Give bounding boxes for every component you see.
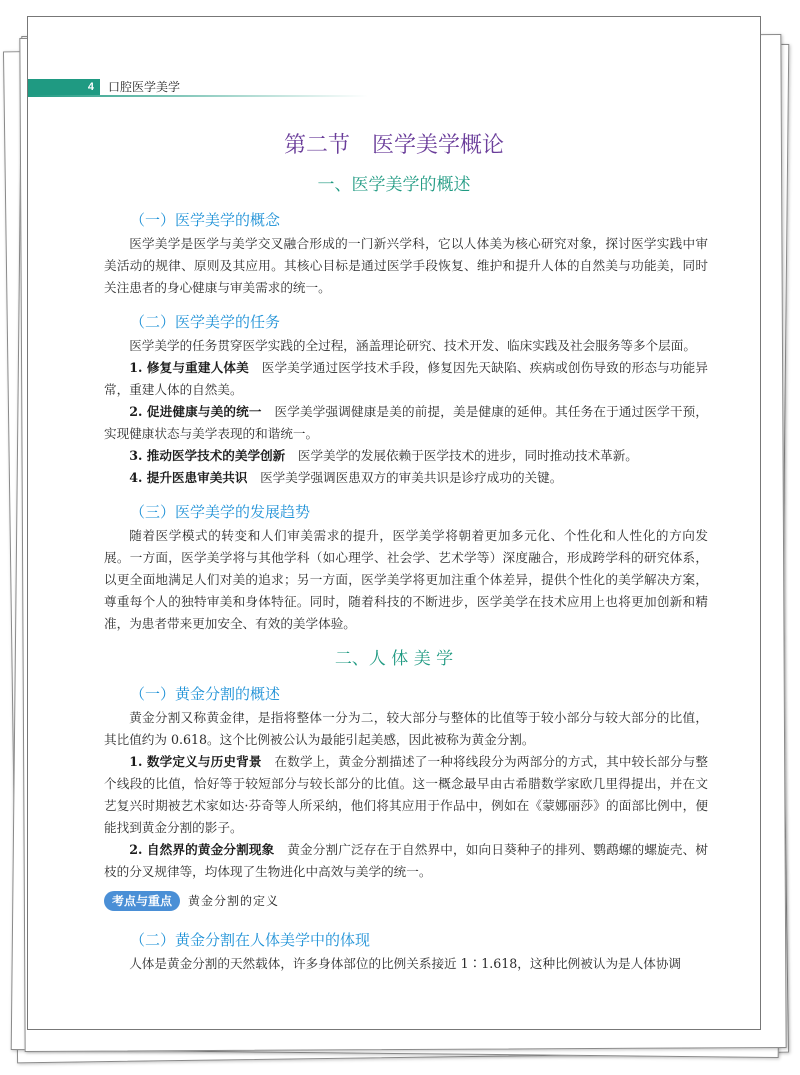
header-rule (28, 95, 368, 97)
key-point-text: 黄金分割的定义 (188, 894, 280, 908)
item-label: 2. 促进健康与美的统一 (129, 404, 262, 419)
s3-heading: （三）医学美学的发展趋势 (130, 503, 311, 521)
item-label: 1. 修复与重建人体美 (129, 360, 249, 375)
book-page (27, 16, 761, 1030)
item-text: 医学美学强调医患双方的审美共识是诊疗成功的关键。 (260, 470, 563, 485)
s1-body (104, 233, 708, 299)
s3-body (104, 525, 708, 635)
item-label: 4. 提升医患审美共识 (129, 470, 248, 485)
running-header (28, 79, 408, 97)
item-label: 3. 推动医学技术的美学创新 (129, 448, 286, 463)
item-label: 1. 数学定义与历史背景 (129, 754, 262, 769)
key-point-badge: 考点与重点 (104, 891, 180, 911)
paragraph: 随着医学模式的转变和人们审美需求的提升，医学美学将朝着更加多元化、个性化和人性化的方向发展。一方面，医学美学将与其他学科（如心理学、社会学、艺术学等）深度融合，形成跨学科的研究体系，以更全面地满足人们对美的追求；另一方面，医学美学将更加注重个体差异，提供个性化的美学解决方案，尊重每个人的独特审美和身体特征。同时，随着科技的不断进步，医学美学在技术应用上也将更加创新和精准，为患者带来更加安全、有效的美学体验。 (104, 528, 708, 631)
key-point (104, 891, 760, 911)
paragraph: 人体是黄金分割的天然载体，许多身体部位的比例关系接近 1∶1.618，这种比例被认为是人体协调 (129, 956, 682, 971)
item-label: 2. 自然界的黄金分割现象 (129, 842, 275, 857)
p2s2-body (104, 953, 708, 975)
paragraph: 医学美学是医学与美学交叉融合形成的一门新兴学科，它以人体美为核心研究对象，探讨医学实践中审美活动的规律、原则及其应用。其核心目标是通过医学手段恢复、维护和提升人体的自然美与功能美，同时关注患者的身心健康与审美需求的统一。 (104, 236, 708, 295)
s1-heading: （一）医学美学的概念 (130, 211, 281, 229)
paragraph: 医学美学的任务贯穿医学实践的全过程，涵盖理论研究、技术开发、临床实践及社会服务等多个层面。 (129, 338, 696, 353)
book-title: 口腔医学美学 (108, 80, 181, 94)
list-item (104, 751, 708, 839)
section-title: 第二节 医学美学概论 (283, 133, 504, 158)
s2-heading: （二）医学美学的任务 (130, 313, 281, 331)
list-item (104, 445, 708, 467)
p2s2-heading: （二）黄金分割在人体美学中的体现 (130, 931, 371, 949)
list-item (104, 357, 708, 401)
item-text: 在数学上，黄金分割描述了一种将线段分为两部分的方式，其中较长部分与整个线段的比值，恰好等于较短部分与较长部分的比值。这一概念最早由古希腊数学家欧几里得提出，并在文艺复兴时期被艺术家如达·芬奇等人所采纳，他们将其应用于作品中，例如在《蒙娜丽莎》的面部比例中，便能找到黄金分割的影子。 (104, 754, 708, 835)
part1-heading: 一、医学美学的概述 (317, 175, 471, 195)
item-text: 医学美学的发展依赖于医学技术的进步，同时推动技术革新。 (297, 448, 638, 463)
item-text: 黄金分割广泛存在于自然界中，如向日葵种子的排列、鹦鹉螺的螺旋壳、树枝的分叉规律等，均体现了生物进化中高效与美学的统一。 (104, 842, 709, 879)
list-item (104, 401, 708, 445)
item-text: 医学美学通过医学技术手段，修复因先天缺陷、疾病或创伤导致的形态与功能异常，重建人体的自然美。 (104, 360, 709, 397)
list-item (104, 467, 708, 489)
item-text: 医学美学强调健康是美的前提，美是健康的延伸。其任务在于通过医学干预，实现健康状态与美学表现的和谐统一。 (104, 404, 708, 441)
p2s1-body (104, 707, 708, 883)
s2-body (104, 335, 708, 489)
p2s1-heading: （一）黄金分割的概述 (130, 685, 281, 703)
list-item (104, 839, 708, 883)
page-number: 4 (28, 79, 100, 95)
part2-heading: 二、人 体 美 学 (334, 649, 454, 669)
paragraph: 黄金分割又称黄金律，是指将整体一分为二，较大部分与整体的比值等于较小部分与较大部分的比值，其比值约为 0.618。这个比例被公认为最能引起美感，因此被称为黄金分割。 (104, 710, 708, 747)
